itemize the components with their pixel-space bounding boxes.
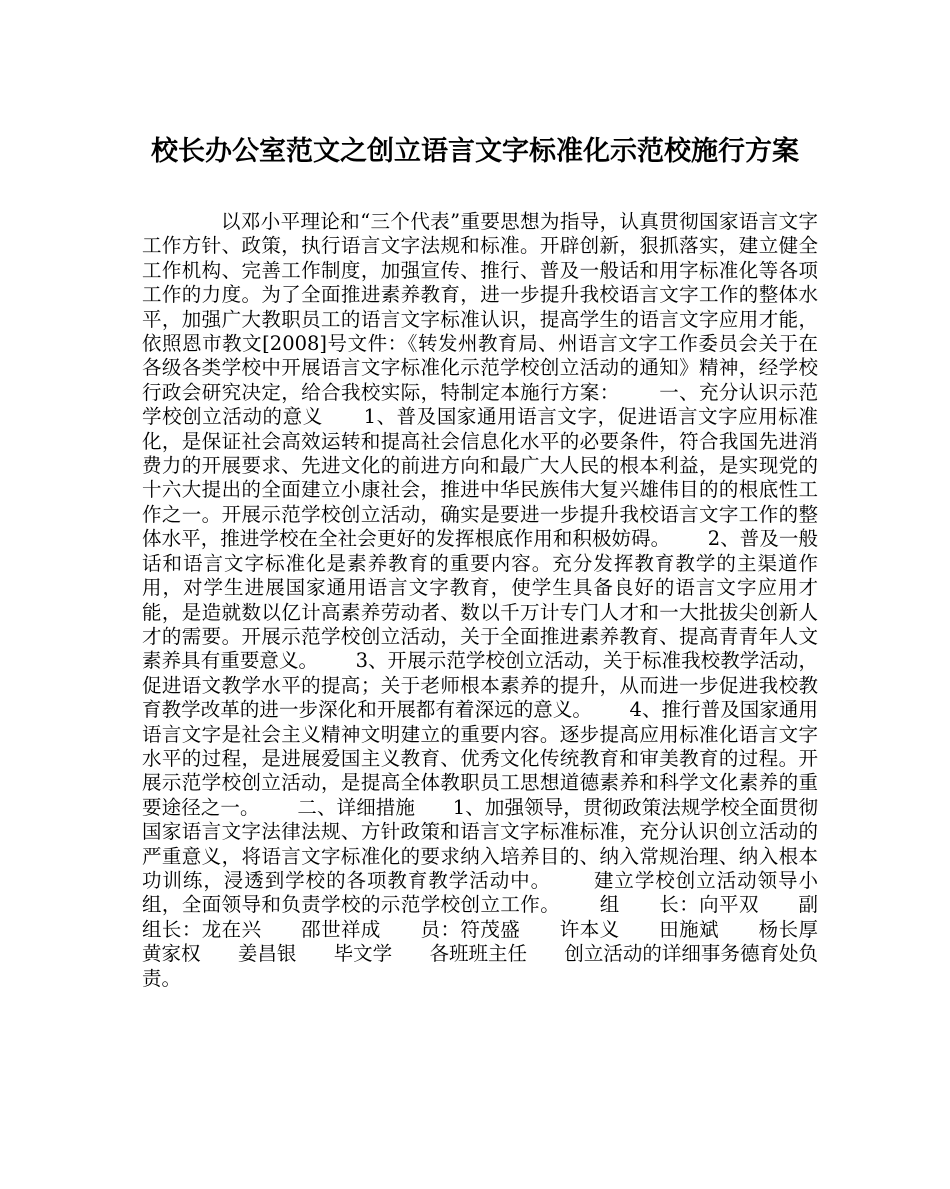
document-body: 以邓小平理论和“三个代表”重要思想为指导，认真贯彻国家语言文字工作方针、政策，执行语言文字法规和标准。开辟创新，狠抓落实，建立健全工作机构、完善工作制度，加强宣传、推行、普及一般话和用字标准化等各项工作的力度。为了全面推进素养教育，进一步提升我校语言文字工作的整体水平，加强广大教职员工的语言文字标准认识，提高学生的语言文字应用才能，依照恩市教文[2008]号文件：《转发州教育局、州语言文字工作委员会关于在各级各类学校中开展语言文字标准化示范学校创立活动的通知》精神，经学校行政会研究决定，给合我校实际，特制定本施行方案： 一、充分认识示范学校创立活动的意义 1、普及国家通用语言文字，促进语言文字应用标准化，是保证社会高效运转和提高社会信息化水平的必要条件，符合我国先进消费力的开展要求、先进文化的前进方向和最广大人民的根本利益，是实现党的十六大提出的全面建立小康社会，推进中华民族伟大复兴雄伟目的的根底性工作之一。开展示范学校创立活动，确实是要进一步提升我校语言文字工作的整体水平，推进学校在全社会更好的发挥根底作用和积极妨碍。 2、普及一般话和语言文字标准化是素养教育的重要内容。充分发挥教育教学的主渠道作用，对学生进展国家通用语言文字教育，使学生具备良好的语言文字应用才能，是造就数以亿计高素养劳动者、数以千万计专门人才和一大批拔尖创新人才的需要。开展示范学校创立活动，关于全面推进素养教育、提高青青年人文素养具有重要意义。 3、开展示范学校创立活动，关于标准我校教学活动，促进语文教学水平的提高；关于老师根本素养的提升，从而进一步促进我校教育教学改革的进一步深化和开展都有着深远的意义。 4、推行普及国家通用语言文字是社会主义精神文明建立的重要内容。逐步提高应用标准化语言文字水平的过程，是进展爱国主义教育、优秀文化传统教育和审美教育的过程。开展示范学校创立活动，是提高全体教职员工思想道德素养和科学文化素养的重要途径之一。 二、详细措施 1、加强领导，贯彻政策法规学校全面贯彻国家语言文字法律法规、方针政策和语言文字标准标准，充分认识创立活动的严重意义，将语言文字标准化的要求纳入培养目的、纳入常规治理、纳入根本功训练，浸透到学校的各项教育教学活动中。 建立学校创立活动领导小组，全面领导和负责学校的示范学校创立工作。 组 长：向平双 副组长：龙在兴 邵世祥成 员：符茂盛 许本义 田施斌 杨长厚 黄家权 姜昌银 毕文学 各班班主任 创立活动的详细事务德育处负责。: [142, 210, 856, 990]
document-title: 校长办公室范文之创立语言文字标准化示范校施行方案: [151, 136, 799, 167]
